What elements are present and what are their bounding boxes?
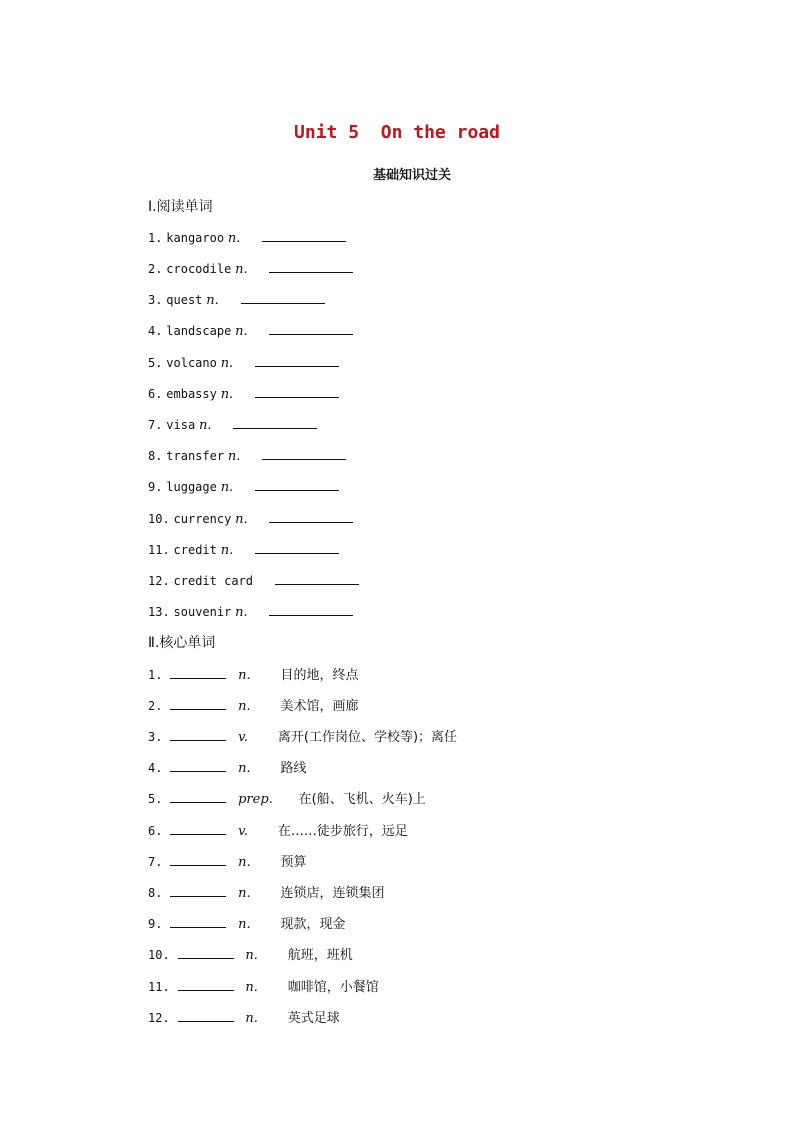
item-word: volcano (166, 356, 217, 370)
item-number: 6. (148, 824, 163, 838)
reading-word-row (148, 476, 339, 496)
reading-word-row (148, 539, 339, 559)
item-pos: n. (220, 387, 234, 402)
answer-blank[interactable] (262, 227, 346, 242)
core-word-row (148, 944, 353, 964)
answer-blank[interactable] (255, 476, 339, 491)
item-word: visa (166, 418, 196, 432)
item-pos: n. (235, 512, 248, 527)
answer-blank[interactable] (170, 757, 226, 772)
item-number: 11. (148, 980, 170, 994)
item-word: landscape (166, 324, 232, 338)
page-title: Unit 5 On the road (294, 122, 500, 143)
item-pos: n. (235, 262, 248, 277)
item-meaning: 路线 (280, 761, 307, 776)
item-pos: prep. (238, 792, 273, 807)
item-pos: n. (227, 449, 241, 464)
core-word-row (148, 882, 384, 902)
reading-word-row (148, 320, 353, 340)
core-word-row (148, 664, 358, 684)
item-number: 2. (148, 699, 163, 713)
answer-blank[interactable] (170, 820, 226, 835)
item-pos: n. (199, 418, 212, 433)
section-reading-words-heading: Ⅰ.阅读单词 (148, 199, 213, 215)
item-number: 5. (148, 356, 163, 370)
core-word-row (148, 788, 426, 808)
item-meaning: 在(船、飞机、火车)上 (298, 792, 426, 807)
item-word: luggage (166, 480, 217, 494)
item-word: quest (166, 293, 203, 307)
core-word-row (148, 851, 306, 871)
reading-word-row (148, 289, 325, 309)
item-word: souvenir (173, 605, 232, 619)
core-word-row (148, 695, 358, 715)
item-meaning: 英式足球 (287, 1011, 340, 1026)
answer-blank[interactable] (269, 320, 353, 335)
item-word: crocodile (166, 262, 232, 276)
item-pos: n. (245, 980, 258, 995)
answer-blank[interactable] (170, 882, 226, 897)
item-number: 1. (148, 668, 163, 682)
item-number: 11. (148, 543, 170, 557)
answer-blank[interactable] (269, 258, 353, 273)
reading-word-row (148, 445, 346, 465)
item-pos: v. (238, 824, 249, 839)
item-pos: n. (235, 605, 248, 620)
item-word: kangaroo (166, 231, 225, 245)
item-number: 9. (148, 480, 163, 494)
item-pos: n. (238, 668, 251, 683)
answer-blank[interactable] (233, 414, 317, 429)
core-word-row (148, 757, 306, 777)
reading-word-row (148, 227, 346, 247)
item-pos: n. (220, 356, 234, 371)
answer-blank[interactable] (241, 289, 325, 304)
item-word: transfer (166, 449, 225, 463)
answer-blank[interactable] (269, 508, 353, 523)
item-number: 9. (148, 917, 163, 931)
core-word-row (148, 820, 408, 840)
answer-blank[interactable] (170, 851, 226, 866)
item-number: 5. (148, 792, 163, 806)
item-pos: n. (245, 948, 258, 963)
item-pos: n. (238, 761, 251, 776)
item-number: 6. (148, 387, 163, 401)
answer-blank[interactable] (255, 352, 339, 367)
item-meaning: 美术馆，画廊 (280, 699, 359, 714)
answer-blank[interactable] (262, 445, 346, 460)
item-meaning: 在……徒步旅行，远足 (277, 824, 408, 839)
item-meaning: 离开(工作岗位、学校等)；离任 (277, 730, 458, 745)
item-number: 7. (148, 855, 163, 869)
item-pos: v. (238, 730, 249, 745)
answer-blank[interactable] (255, 383, 339, 398)
answer-blank[interactable] (275, 570, 359, 585)
reading-word-row (148, 383, 339, 403)
item-number: 3. (148, 730, 163, 744)
item-pos: n. (227, 231, 241, 246)
item-pos: n. (206, 293, 219, 308)
item-pos: n. (220, 543, 234, 558)
reading-word-row (148, 601, 353, 621)
item-word: credit card (173, 574, 253, 588)
item-meaning: 航班，班机 (287, 948, 353, 963)
item-number: 1. (148, 231, 163, 245)
reading-word-row (148, 352, 339, 372)
item-number: 10. (148, 948, 170, 962)
reading-word-row (148, 508, 353, 528)
answer-blank[interactable] (178, 976, 234, 991)
item-word: currency (173, 512, 232, 526)
answer-blank[interactable] (170, 664, 226, 679)
item-word: embassy (166, 387, 217, 401)
item-pos: n. (220, 480, 234, 495)
item-meaning: 咖啡馆，小餐馆 (287, 980, 379, 995)
item-number: 12. (148, 1011, 170, 1025)
item-number: 7. (148, 418, 163, 432)
item-number: 8. (148, 886, 163, 900)
reading-word-row (148, 258, 353, 278)
item-meaning: 连锁店，连锁集团 (280, 886, 385, 901)
item-meaning: 预算 (280, 855, 307, 870)
answer-blank[interactable] (269, 601, 353, 616)
answer-blank[interactable] (170, 726, 226, 741)
item-number: 4. (148, 324, 163, 338)
reading-word-row (148, 414, 317, 434)
item-pos: n. (238, 699, 251, 714)
answer-blank[interactable] (170, 788, 226, 803)
item-number: 3. (148, 293, 163, 307)
answer-blank[interactable] (178, 944, 234, 959)
section-core-words-heading: Ⅱ.核心单词 (148, 635, 216, 651)
item-meaning: 现款，现金 (280, 917, 346, 932)
item-pos: n. (238, 855, 251, 870)
item-number: 13. (148, 605, 170, 619)
answer-blank[interactable] (170, 695, 226, 710)
core-word-row (148, 1007, 340, 1027)
core-word-row (148, 726, 457, 746)
reading-word-row (148, 570, 359, 590)
core-word-row (148, 976, 379, 996)
item-number: 8. (148, 449, 163, 463)
item-pos: n. (238, 886, 251, 901)
core-word-row (148, 913, 345, 933)
item-number: 10. (148, 512, 170, 526)
item-number: 12. (148, 574, 170, 588)
answer-blank[interactable] (255, 539, 339, 554)
item-pos: n. (245, 1011, 258, 1026)
answer-blank[interactable] (178, 1007, 234, 1022)
item-number: 4. (148, 761, 163, 775)
item-number: 2. (148, 262, 163, 276)
page-subtitle: 基础知识过关 (372, 168, 451, 183)
item-meaning: 目的地，终点 (280, 668, 359, 683)
item-pos: n. (238, 917, 251, 932)
item-word: credit (173, 543, 217, 557)
answer-blank[interactable] (170, 913, 226, 928)
item-pos: n. (235, 324, 248, 339)
